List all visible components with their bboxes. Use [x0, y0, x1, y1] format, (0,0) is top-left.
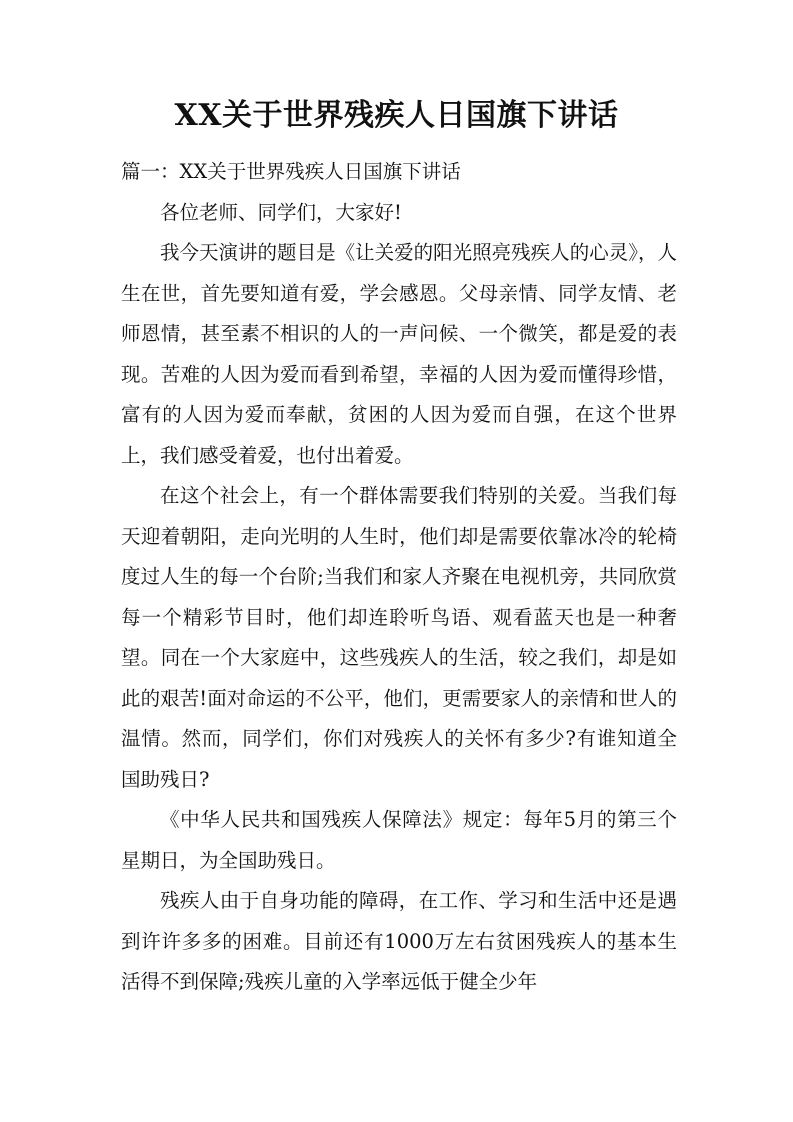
paragraph-greeting: 各位老师、同学们，大家好! [160, 200, 402, 224]
paragraph-difficulties: 残疾人由于自身功能的障碍，在工作、学习和生活中还是遇到许许多多的困难。目前还有1000万左右贫困残疾人的基本生活得不到保障;残疾儿童的入学率远低于健全少年 [121, 889, 677, 993]
paragraph-intro: 我今天演讲的题目是《让关爱的阳光照亮残疾人的心灵》，人生在世，首先要知道有爱，学会感恩。父母亲情、同学友情、老师恩情，甚至素不相识的人的一声问候、一个微笑，都是爱的表现。苦难的人因为爱而看到希望，幸福的人因为爱而懂得珍惜，富有的人因为爱而奉献，贫困的人因为爱而自强，在这个世界上，我们感受着爱，也付出着爱。 [121, 241, 677, 467]
document-body [121, 152, 677, 1003]
document-subtitle: 篇一：XX关于世界残疾人日国旗下讲话 [121, 160, 461, 183]
document-title: XX关于世界残疾人日国旗下讲话 [174, 98, 619, 133]
paragraph-law: 《中华人民共和国残疾人保障法》规定：每年5月的第三个星期日，为全国助残日。 [121, 808, 677, 872]
paragraph-society: 在这个社会上，有一个群体需要我们特别的关爱。当我们每天迎着朝阳，走向光明的人生时，他们却是需要依靠冰冷的轮椅度过人生的每一个台阶;当我们和家人齐聚在电视机旁，共同欣赏每一个精彩节目时，他们却连聆听鸟语、观看蓝天也是一种奢望。同在一个大家庭中，这些残疾人的生活，较之我们，却是如此的艰苦!面对命运的不公平，他们，更需要家人的亲情和世人的温情。然而，同学们，你们对残疾人的关怀有多少?有谁知道全国助残日? [121, 484, 677, 791]
